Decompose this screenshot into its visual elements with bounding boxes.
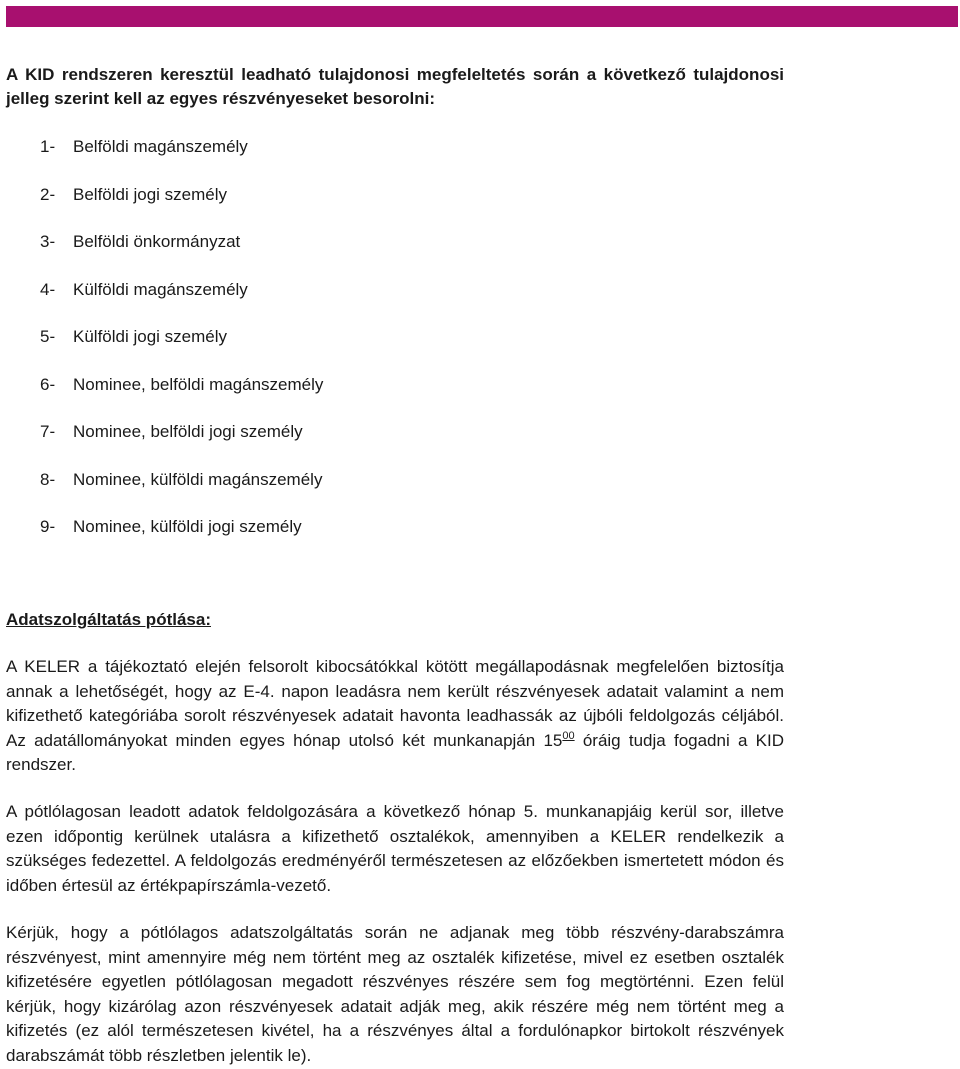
list-item <box>40 135 323 183</box>
list-item-number: 2- <box>40 184 56 204</box>
list-item-number: 9- <box>40 517 56 536</box>
ownership-type-list <box>40 135 323 563</box>
list-item <box>40 230 323 278</box>
list-item <box>40 420 323 468</box>
list-item-number: 3- <box>40 232 56 251</box>
list-item <box>40 278 323 326</box>
list-item <box>40 373 323 421</box>
list-item <box>40 325 323 373</box>
time-superscript: 00 <box>562 729 575 742</box>
paragraph-text: óráig tudja fogadni a KID rendszer. <box>6 730 784 775</box>
list-item-number: 7- <box>40 422 56 441</box>
paragraph-processing: A pótlólagosan leadott adatok feldolgozására a következő hónap 5. munkanapjáig kerül sor, illetve ezen időpontig kerülnek utalásra a kifizethető osztalékok, amennyiben a KELER rendelkezik a szükséges fedezettel. A feldolgozás eredményéről természetesen az előzőekben ismertetett módon és időben értesül az értékpapírszámla-vezető. <box>6 802 784 895</box>
paragraph-deadline <box>6 655 784 778</box>
list-item-label: Nominee, belföldi jogi személy <box>73 422 303 441</box>
list-item-label: Nominee, belföldi magánszemély <box>73 374 324 394</box>
list-item-label: Belföldi jogi személy <box>73 184 228 204</box>
intro-paragraph: A KID rendszeren keresztül leadható tulajdonosi megfeleltetés során a következő tulajdonosi jelleg szerint kell az egyes részvényeseket besorolni: <box>6 65 784 108</box>
list-item-number: 5- <box>40 327 56 346</box>
list-item-label: Nominee, külföldi magánszemély <box>73 469 323 489</box>
list-item-number: 4- <box>40 279 56 299</box>
list-item <box>40 183 323 231</box>
list-item-label: Külföldi jogi személy <box>73 327 228 346</box>
header-accent-bar <box>6 6 958 27</box>
section-heading: Adatszolgáltatás pótlása: <box>6 610 211 629</box>
list-item <box>40 515 323 563</box>
paragraph-text: A KELER a tájékoztató elején felsorolt kibocsátókkal kötött megállapodásnak megfelelően biztosítja annak a lehetőségét, hogy az E-4. napon leadásra nem került részvényesek adatait valamint a nem kifizethető kategóriába sorolt részvényesek adatait havonta leadhassák az újbóli feldolgozás céljából. Az adatállományokat minden egyes hónap utolsó két munkanapján 15 <box>6 657 784 750</box>
list-item-number: 8- <box>40 469 56 489</box>
list-item-label: Külföldi magánszemély <box>73 279 248 299</box>
paragraph-request: Kérjük, hogy a pótlólagos adatszolgáltatás során ne adjanak meg több részvény-darabszámra részvényest, mint amennyire még nem történt meg az osztalék kifizetése, mivel ez esetben osztalék kifizetésére egyetlen pótlólagosan megadott részvényes részére sem fog megtörténni. Ezen felül kérjük, hogy kizárólag azon részvényesek adatait adják meg, akik részére még nem történt meg a kifizetés (ez alól természetesen kivétel, ha a részvényes által a fordulónapkor birtokolt részvények darabszámát több részletben jelentik le). <box>6 923 784 1065</box>
list-item-label: Belföldi önkormányzat <box>73 232 241 251</box>
list-item-number: 1- <box>40 137 56 156</box>
list-item-label: Belföldi magánszemély <box>73 137 248 156</box>
list-item <box>40 468 323 516</box>
list-item-number: 6- <box>40 374 56 394</box>
list-item-label: Nominee, külföldi jogi személy <box>73 517 302 536</box>
